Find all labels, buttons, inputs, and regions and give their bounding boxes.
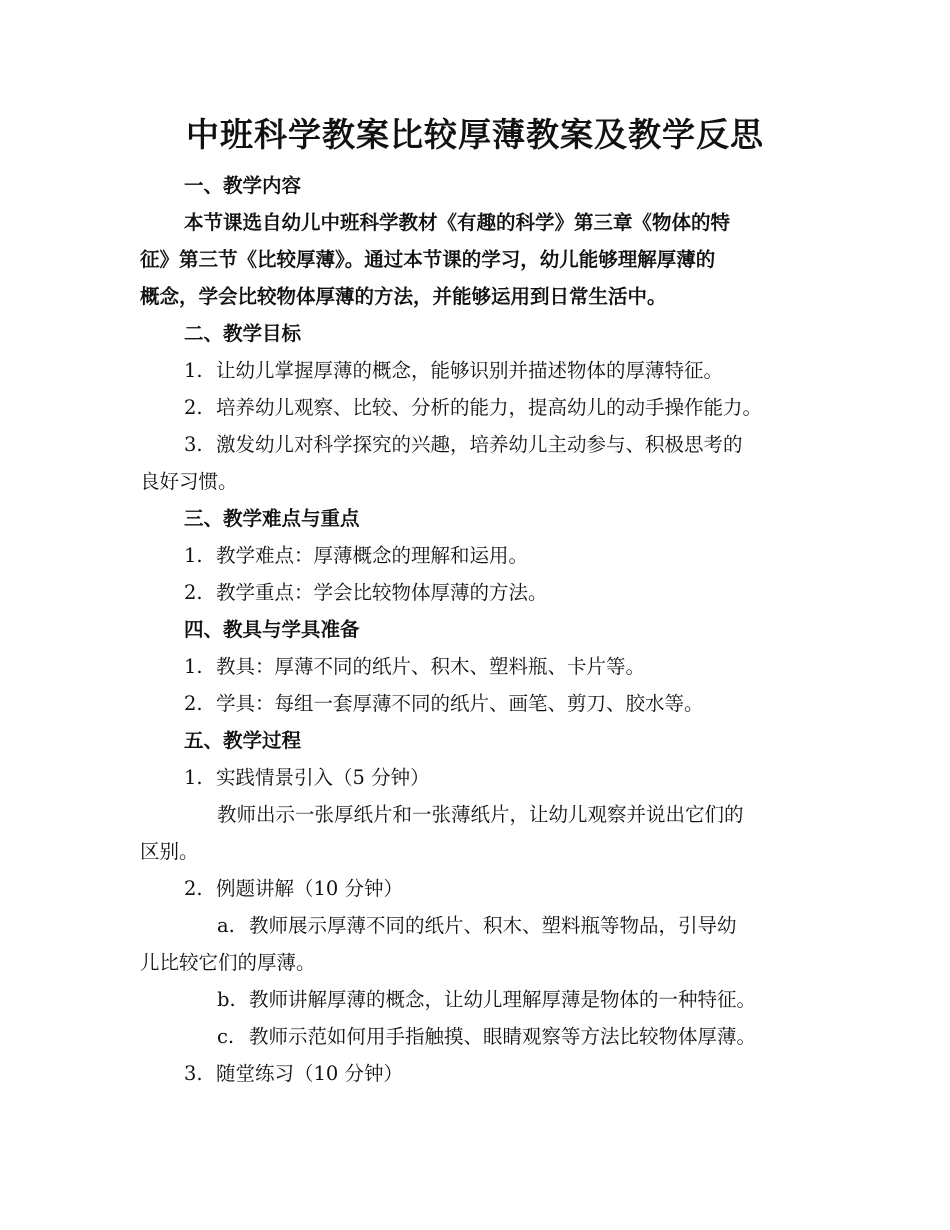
section-heading-goals: 二、教学目标 bbox=[184, 322, 302, 345]
list-number: 2. bbox=[184, 396, 203, 419]
list-letter: c. bbox=[217, 1025, 235, 1048]
list-text: 让幼儿掌握厚薄的概念，能够识别并描述物体的厚薄特征。 bbox=[216, 359, 724, 382]
list-item bbox=[140, 759, 820, 796]
list-number: 2. bbox=[184, 692, 203, 715]
list-number: 3. bbox=[184, 433, 203, 456]
section-heading-materials: 四、教具与学具准备 bbox=[184, 618, 360, 641]
list-number: 1. bbox=[184, 655, 203, 678]
document-title: 中班科学教案比较厚薄教案及教学反思 bbox=[186, 115, 764, 154]
paragraph-line: 概念，学会比较物体厚薄的方法，并能够运用到日常生活中。 bbox=[140, 285, 667, 308]
list-item bbox=[140, 537, 820, 574]
list-item bbox=[140, 389, 820, 426]
sub-list-item bbox=[140, 1018, 820, 1055]
list-text: 培养幼儿观察、比较、分析的能力，提高幼儿的动手操作能力。 bbox=[216, 396, 763, 419]
list-text: 教具：厚薄不同的纸片、积木、塑料瓶、卡片等。 bbox=[216, 655, 646, 678]
list-text: 教师示范如何用手指触摸、眼睛观察等方法比较物体厚薄。 bbox=[249, 1025, 757, 1048]
list-number: 2. bbox=[184, 877, 203, 900]
paragraph-line: 征》第三节《比较厚薄》。通过本节课的学习，幼儿能够理解厚薄的 bbox=[140, 248, 716, 271]
paragraph-line: 本节课选自幼儿中班科学教材《有趣的科学》第三章《物体的特 bbox=[184, 211, 731, 234]
section-heading-content: 一、教学内容 bbox=[184, 174, 302, 197]
list-number: 1. bbox=[184, 766, 203, 789]
list-number: 3. bbox=[184, 1062, 203, 1085]
list-text: 教学重点：学会比较物体厚薄的方法。 bbox=[216, 581, 548, 604]
list-text: 教学难点：厚薄概念的理解和运用。 bbox=[216, 544, 529, 567]
list-text: 教师讲解厚薄的概念，让幼儿理解厚薄是物体的一种特征。 bbox=[249, 988, 757, 1011]
sub-list-item bbox=[140, 907, 820, 944]
list-item bbox=[140, 648, 820, 685]
document-body bbox=[140, 167, 820, 1092]
list-item-continuation: 良好习惯。 bbox=[140, 470, 238, 493]
list-number: 2. bbox=[184, 581, 203, 604]
list-item bbox=[140, 685, 820, 722]
sub-list-continuation: 儿比较它们的厚薄。 bbox=[140, 951, 316, 974]
list-text: 随堂练习（10 分钟） bbox=[216, 1062, 404, 1085]
paragraph-line: 教师出示一张厚纸片和一张薄纸片，让幼儿观察并说出它们的 bbox=[217, 803, 744, 826]
list-number: 1. bbox=[184, 544, 203, 567]
list-text: 教师展示厚薄不同的纸片、积木、塑料瓶等物品，引导幼 bbox=[249, 914, 737, 937]
list-item bbox=[140, 870, 820, 907]
list-text: 激发幼儿对科学探究的兴趣，培养幼儿主动参与、积极思考的 bbox=[216, 433, 743, 456]
list-text: 例题讲解（10 分钟） bbox=[216, 877, 404, 900]
list-number: 1. bbox=[184, 359, 203, 382]
list-item bbox=[140, 352, 820, 389]
sub-list-item bbox=[140, 981, 820, 1018]
list-text: 学具：每组一套厚薄不同的纸片、画笔、剪刀、胶水等。 bbox=[216, 692, 704, 715]
section-heading-difficulties: 三、教学难点与重点 bbox=[184, 507, 360, 530]
list-letter: b. bbox=[217, 988, 236, 1011]
list-text: 实践情景引入（5 分钟） bbox=[216, 766, 430, 789]
list-item bbox=[140, 574, 820, 611]
section-heading-process: 五、教学过程 bbox=[184, 729, 302, 752]
list-item bbox=[140, 1055, 820, 1092]
list-letter: a. bbox=[217, 914, 235, 937]
paragraph-line: 区别。 bbox=[140, 840, 199, 863]
list-item bbox=[140, 426, 820, 463]
